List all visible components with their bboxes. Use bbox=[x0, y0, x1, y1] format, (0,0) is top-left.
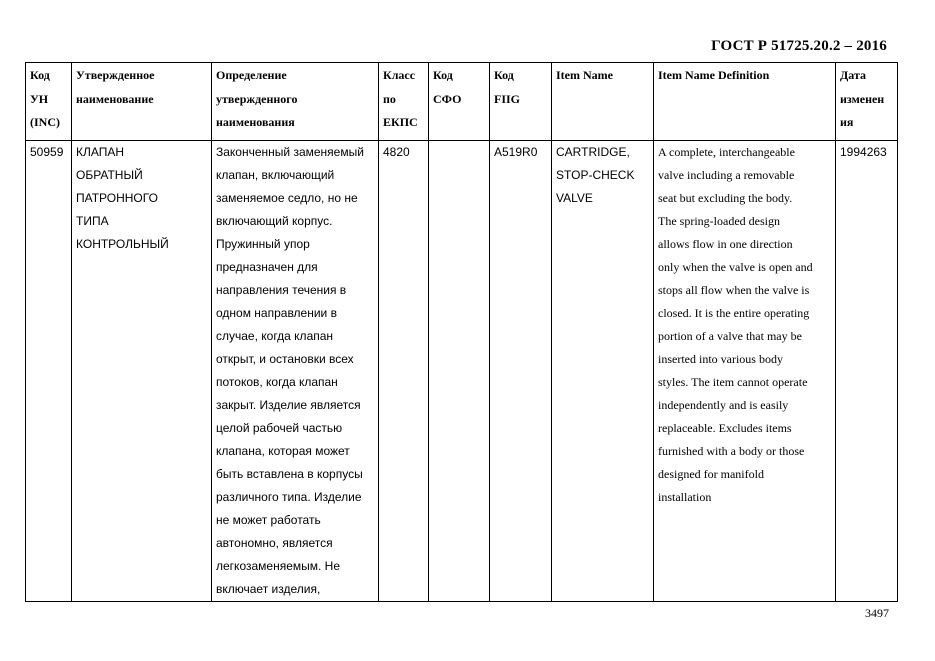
cell-code-sfo bbox=[429, 141, 490, 602]
page-number: 3497 bbox=[865, 606, 889, 620]
header-class-ekps: Класс по ЕКПС bbox=[379, 63, 429, 141]
header-item-name: Item Name bbox=[552, 63, 654, 141]
header-approved-name: Утвержденное наименование bbox=[72, 63, 212, 141]
cell-item-name-definition: A complete, interchangeable valve including a removable seat but excluding the body. The spring-loaded design allows flow in one direction only when the valve is open and stops all flow when the valve is closed. It is the entire operating portion of a valve that may be inserted into various body styles. The item cannot operate independently and is easily replaceable. Excludes items furnished with a body or those designed for manifold installation bbox=[654, 141, 836, 602]
cell-code-inc: 50959 bbox=[26, 141, 72, 602]
document-standard-title: ГОСТ Р 51725.20.2 – 2016 bbox=[711, 38, 887, 54]
header-code-inc: Код УН (INC) bbox=[26, 63, 72, 141]
header-definition-ru: Определение утвержденного наименования bbox=[212, 63, 379, 141]
table-header-row bbox=[26, 63, 898, 141]
header-date-changed: Дата изменен ия bbox=[836, 63, 898, 141]
cell-approved-name: КЛАПАН ОБРАТНЫЙ ПАТРОННОГО ТИПА КОНТРОЛЬНЫЙ bbox=[72, 141, 212, 602]
cell-date-changed: 1994263 bbox=[836, 141, 898, 602]
cell-class-ekps: 4820 bbox=[379, 141, 429, 602]
header-item-name-definition: Item Name Definition bbox=[654, 63, 836, 141]
header-code-sfo: Код СФО bbox=[429, 63, 490, 141]
table-row bbox=[26, 141, 898, 602]
catalog-table bbox=[25, 62, 898, 602]
cell-definition-ru: Законченный заменяемый клапан, включающий заменяемое седло, но не включающий корпус. Пружинный упор предназначен для направления течения в одном направлении в случае, когда клапан открыт, и остановки всех потоков, когда клапан закрыт. Изделие является целой рабочей частью клапана, которая может быть вставлена в корпусы различного типа. Изделие не может работать автономно, является легкозаменяемым. Не включает изделия, bbox=[212, 141, 379, 602]
cell-code-fiig: A519R0 bbox=[490, 141, 552, 602]
cell-item-name: CARTRIDGE, STOP-CHECK VALVE bbox=[552, 141, 654, 602]
header-code-fiig: Код FIIG bbox=[490, 63, 552, 141]
